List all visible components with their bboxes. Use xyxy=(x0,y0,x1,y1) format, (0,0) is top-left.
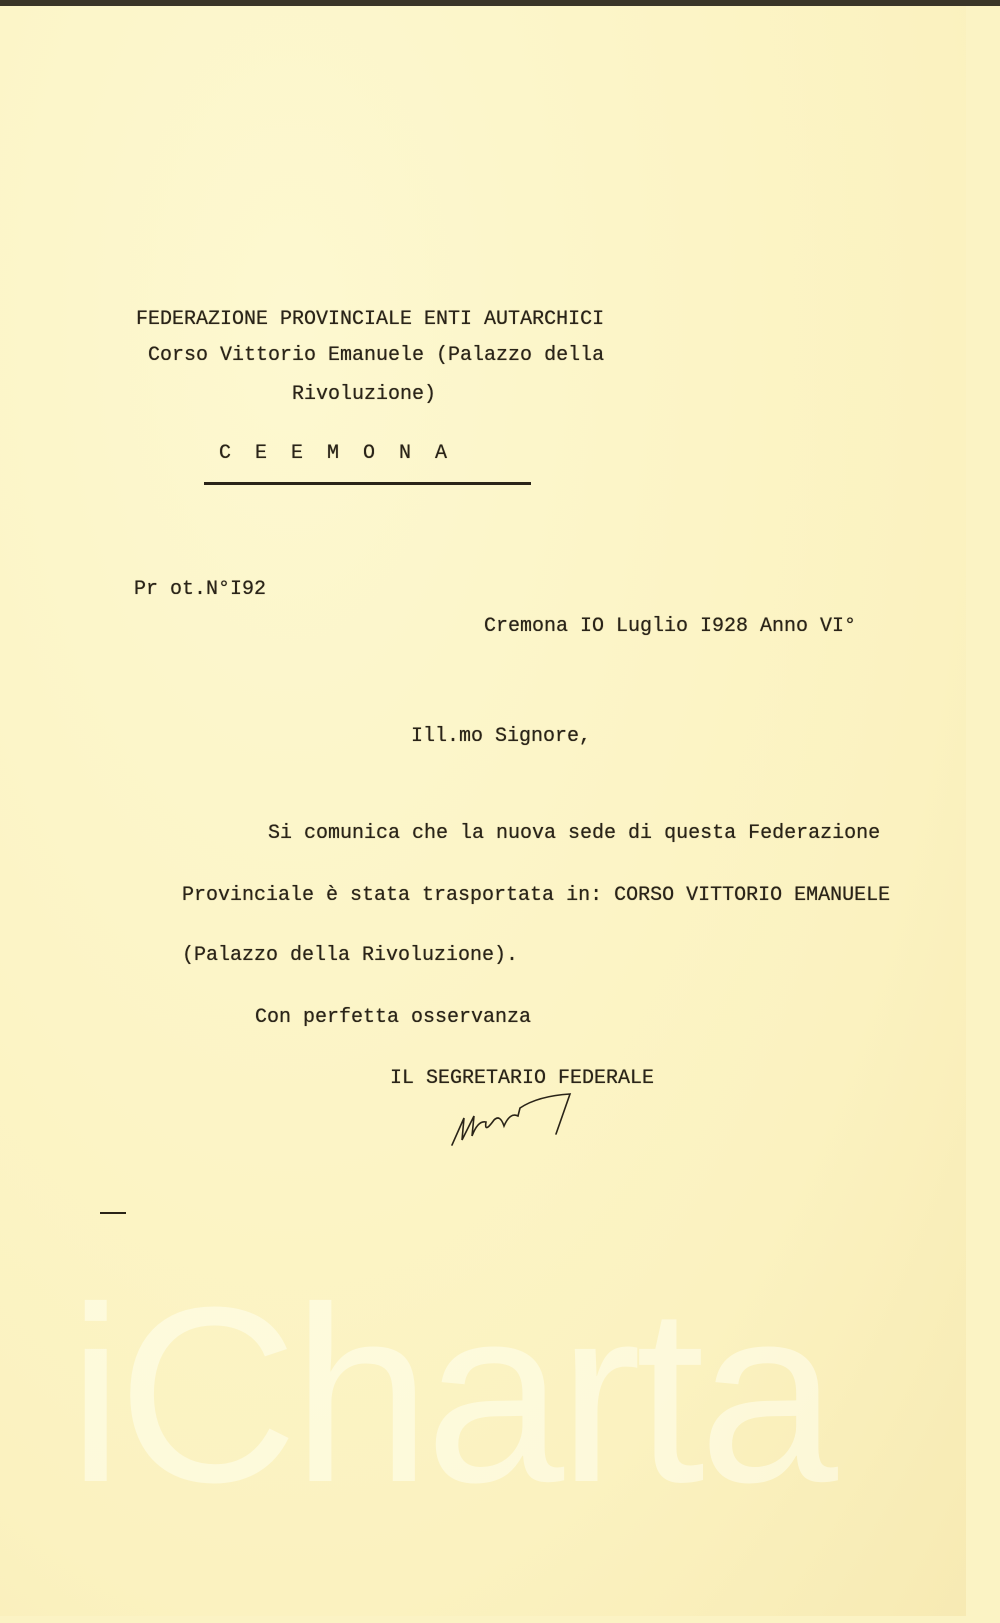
letterhead-address: Corso Vittorio Emanuele (Palazzo della xyxy=(148,344,605,367)
body-line-2: Provinciale è stata trasportata in: CORSO VITTORIO EMANUELE xyxy=(182,884,891,907)
letterhead-address-cont: Rivoluzione) xyxy=(292,383,437,406)
date-line: Cremona IO Luglio I928 Anno VI° xyxy=(484,615,857,638)
body-line-1: Si comunica che la nuova sede di questa Federazione xyxy=(268,822,881,845)
closing: Con perfetta osservanza xyxy=(255,1006,532,1029)
letterhead-city: C E E M O N A xyxy=(219,442,448,465)
margin-mark xyxy=(100,1212,126,1214)
salutation: Ill.mo Signore, xyxy=(411,725,592,748)
watermark: iCharta xyxy=(68,1255,832,1534)
body-line-3: (Palazzo della Rivoluzione). xyxy=(182,944,519,967)
signatory-title: IL SEGRETARIO FEDERALE xyxy=(390,1067,655,1090)
underline-rule xyxy=(204,482,531,485)
letterhead-title: FEDERAZIONE PROVINCIALE ENTI AUTARCHICI xyxy=(136,308,605,331)
protocol-number: Pr ot.N°I92 xyxy=(134,578,267,601)
signature-image xyxy=(448,1090,583,1150)
